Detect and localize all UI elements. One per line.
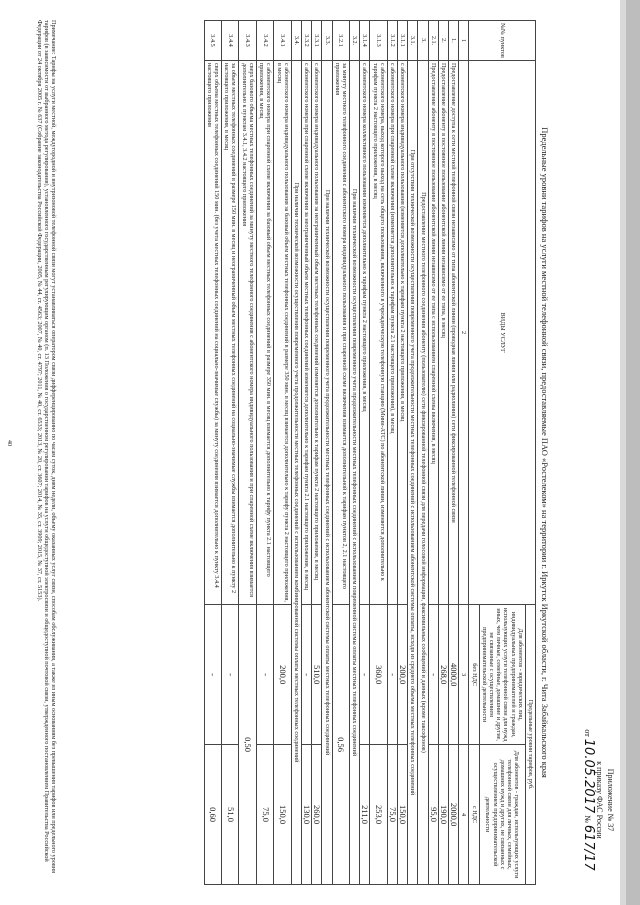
tariff-citizens: 0,60 [204, 745, 221, 885]
index-4: 4 [459, 745, 469, 885]
tariff-citizens: 260,0 [312, 745, 322, 885]
row-number: 3.1.1 [397, 21, 407, 61]
header-limits: Предельные уровни тарифов, руб. [525, 605, 535, 885]
order-label: к приказу ФАС России [595, 761, 604, 839]
row-number: 3.3.2 [301, 21, 311, 61]
page-title: Предельные уровни тарифов на услуги местной телефонной связи, предоставляемые ПАО «Ростелеком» на территории г. Иркутск Иркутской области, г. Чита Забайкальского края [540, 127, 550, 778]
section-title: При наличии технической возможности осуществления повременного учета продолжительности местных телефонных соединений с использованием повременной системы оплаты местных телефонных соединений [349, 60, 359, 884]
header-legal: Для абонентов - юридических лиц, индивидуальных предпринимателей и граждан, использующих услуги телефонной связи для нужд иных, чем личные, семейные, домашние и другие, не связанные с осуществлением предпринимательской деятельности [479, 605, 525, 745]
tariff-legal: 200,0 [397, 605, 407, 745]
tariff-legal: - [360, 605, 370, 745]
row-number: 3.2. [349, 21, 359, 61]
section-title: При наличии технической возможности осуществления повременного учета продолжительности местных телефонных соединений с использованием абонентской системы оплаты местных телефонных соединений [322, 60, 332, 884]
tariff-citizens: 150,0 [274, 745, 291, 885]
tariff-citizens: 211,0 [360, 745, 370, 885]
tariff-legal: - [256, 605, 273, 745]
tariff-citizens: 253,0 [370, 745, 387, 885]
row-number: 3.3.1 [312, 21, 322, 61]
page-number: 40 [6, 440, 12, 446]
header-services: ВИДЫ УСЛУГ [469, 60, 536, 604]
service-description: сверх базового объема местных телефонных соединений за минуту местного телефонного соединения с абонентского номера индивидуального пользования и при спаренной схеме включения взимается дополнительно к пунктам 3.4.1, 3.4.2 настоящего приложения [239, 60, 256, 604]
service-description: с абонентского номера при спаренной схеме включения за базовый объем местных телефонных соединений в размере 350 мин. в месяц взимается дополнительно к тарифу пункта 2.1 настоящего приложения, в месяц [256, 60, 273, 604]
row-number: 3.4.2 [256, 21, 273, 61]
service-description: за объем местных телефонных соединений в размере 150 мин. в месяц и неограниченный объем местных телефонных соединений на социально-значимые службы взимается дополнительно к пункту 2 настоящего приложения, в месяц [222, 60, 239, 604]
tariff-both: 0,56 [332, 605, 349, 885]
handwritten-number: 617/17 [581, 824, 596, 871]
tariff-legal: - [222, 605, 239, 745]
table-body [204, 21, 458, 885]
header-citizens: Для абонентов - граждан, использующих услуги телефонной связи для личных, семейных, домашних нужд и других, не связанных с осуществлением предпринимательской деятельности [479, 745, 525, 885]
service-description: Предоставление абоненту в постоянное пользование абонентской линии независимо от ее типа, в месяц [438, 60, 448, 604]
scan-margin [626, 0, 640, 905]
row-number: 3.4. [291, 21, 301, 61]
notes-heading: Примечание: [50, 20, 57, 55]
row-number: 3.4.4 [222, 21, 239, 61]
table-row [274, 21, 291, 885]
service-description: с абонентского номера при спаренной схеме включения за неограниченный объем местных телефонных соединений изменяется дополнительно к тарифам пункта 2.1 настоящего приложения, в месяц [301, 60, 311, 604]
header-number: №№ пунктов [469, 21, 536, 61]
table-row [397, 21, 407, 885]
row-number: 2. [438, 21, 448, 61]
index-3: 3 [459, 605, 469, 745]
order-date-line: от 10.05.2017 № 617/17 [581, 729, 596, 871]
tariff-citizens: 2000,0 [448, 745, 458, 885]
notes-block [35, 20, 57, 885]
section-row [408, 21, 418, 885]
tariff-legal: 268,0 [438, 605, 448, 745]
tariff-legal: - [387, 605, 397, 745]
service-description: с абонентского номера коллективного пользования изменяется дополнительно к тарифам пункта 2 настоящего приложения, в месяц [360, 60, 370, 604]
service-description: Предоставление абоненту в постоянное пользование абонентской линии независимо от ее типа с использованием спаренной схемы включения, в месяц [428, 60, 438, 604]
section-title: При наличии технической возможности осуществления повременного учета продолжительности местных телефонных соединений с использованием комбинированной системы оплаты местных телефонных соединений [291, 60, 301, 884]
tariff-citizens: 75,0 [387, 745, 397, 885]
row-number: 3. [418, 21, 428, 61]
table-row [387, 21, 397, 885]
service-description: за минуту местного телефонного соединения с абонентского номера индивидуального пользования и при спаренной схеме включения взимается дополнительной к тарифам пунктов 2, 2.1 настоящего приложения [332, 60, 349, 604]
table-row [448, 21, 458, 885]
approval-stamp [582, 715, 616, 885]
tariff-citizens: 51,0 [222, 745, 239, 885]
tariff-legal: - [204, 605, 221, 745]
tariff-legal: 360,0 [370, 605, 387, 745]
section-row [418, 21, 428, 885]
service-description: с абонентского номера при спаренной схеме включения (изменяется дополнительно к тарифам пункта 2.1 настоящего приложения), в месяц [387, 60, 397, 604]
tariff-both: 0,50 [239, 605, 256, 885]
tariff-table [204, 20, 536, 885]
row-number: 3.3. [322, 21, 332, 61]
row-number: 3.1.3 [370, 21, 387, 61]
row-number: 3.4.1 [274, 21, 291, 61]
appendix-label: Приложение № 37 [606, 768, 615, 832]
table-row [438, 21, 448, 885]
row-number: 3.4.5 [204, 21, 221, 61]
tariff-legal: 4000,0 [448, 605, 458, 745]
tariff-citizens: 95,0 [428, 745, 438, 885]
tariff-legal: - [301, 605, 311, 745]
section-title: При отсутствии технической возможности осуществления повременного учета продолжительности местных телефонных соединений с использованием абонентской системы оплаты, исходя из среднего объема местных телефонных соединений [408, 60, 418, 884]
row-number: 3.2.1 [332, 21, 349, 61]
header-citizens-unit: с НДС [469, 745, 479, 885]
tariff-citizens: 130,0 [301, 745, 311, 885]
row-number: 3.1. [408, 21, 418, 61]
table-row [312, 21, 322, 885]
table-row [332, 21, 349, 885]
index-2: 2 [459, 60, 469, 604]
table-row [428, 21, 438, 885]
row-number: 1. [448, 21, 458, 61]
table-row [239, 21, 256, 885]
table-row [370, 21, 387, 885]
tariff-legal: 510,0 [312, 605, 322, 745]
tariff-citizens: 190,0 [438, 745, 448, 885]
section-row [349, 21, 359, 885]
service-description: сверх объема местных телефонных соединений 150 мин. (без учета местных телефонных соединений на социально-значимые службы) за минуту соединения взимается дополнительно к пункту 3.4.4 настоящего приложения [204, 60, 221, 604]
row-number: 3.1.2 [387, 21, 397, 61]
section-row [322, 21, 332, 885]
header-legal-unit: без НДС [469, 605, 479, 745]
table-row [360, 21, 370, 885]
service-description: с абонентского номера, выход которого выход на сеть общего пользования, включенного в учрежденческую телефонную станцию (Мини-АТС) по абонентской линии, изменяется дополнительно к тарифам пункта 2 настоящего приложения, в месяц [370, 60, 387, 604]
row-number: 3.4.3 [239, 21, 256, 61]
service-description: с абонентского номера индивидуального пользования за неограниченный объем местных телефонных соединений изменяется дополнительно к тарифам пункта 2 настоящего приложения, в месяц [312, 60, 322, 604]
section-row [291, 21, 301, 885]
service-description: с абонентского номера индивидуального пользования за базовый объем местных телефонных соединений в размере 350 мин. в месяц взимается дополнительно к тарифу пункта 2 настоящего приложения, в месяц [274, 60, 291, 604]
tariff-citizens: 150,0 [397, 745, 407, 885]
service-description: Предоставление доступа к сети местной телефонной связи независимо от типа абонентской линии (проводная линия или радиолиния) сети фиксированной телефонной связи [448, 60, 458, 604]
table-row [204, 21, 221, 885]
notes-text: Тарифы на услуги местной, междугородной и внутризоновой телефонной связи могут устанавливаться оператором связи дифференцированно по часам суток, дням недели, объему оказанных услуг связи, способам обслуживания, а также из иным основаниям без превышения тарифов или предельного уровня тарифов (в зависимости от выбранного метода регулирования), установленного государственным регулирующим органом (п. 13 Положения о государственном регулировании тарифов на услуги общедоступной электросвязи и общедоступной почтовой связи, утвержденного постановлением Правительства Российской Федерации от 24 октября 2005 г. № 637 (Собрание законодательства Российской Федерации, 2005, № 44, ст. 4563; 2007, № 40, ст. 4797; 2011, № 40, ст. 6533; 2013, № 20, ст. 3607; 2014, № 35, ст. 3909; 2015, № 37, ст. 5153). [35, 20, 57, 873]
row-number: 2.1. [428, 21, 438, 61]
handwritten-date: 10.05.2017 [581, 738, 596, 814]
tariff-citizens: 75,0 [256, 745, 273, 885]
service-description: с абонентского номера индивидуального пользования (изменяется дополнительно к тарифам пункта 2 настоящего приложения, в месяц [397, 60, 407, 604]
table-row [301, 21, 311, 885]
tariff-legal: - [428, 605, 438, 745]
table-row [256, 21, 273, 885]
index-1: 1 [459, 21, 469, 61]
scan-margin-shade [620, 0, 626, 905]
row-number: 3.1.4 [360, 21, 370, 61]
tariff-legal: 200,0 [274, 605, 291, 745]
table-row [222, 21, 239, 885]
section-title: Предоставление местного телефонного соединения абоненту (пользователю) сети фиксированной телефонной связи для передачи голосовой информации, факсимильных сообщений и данных (кроме таксофонов) [418, 60, 428, 884]
